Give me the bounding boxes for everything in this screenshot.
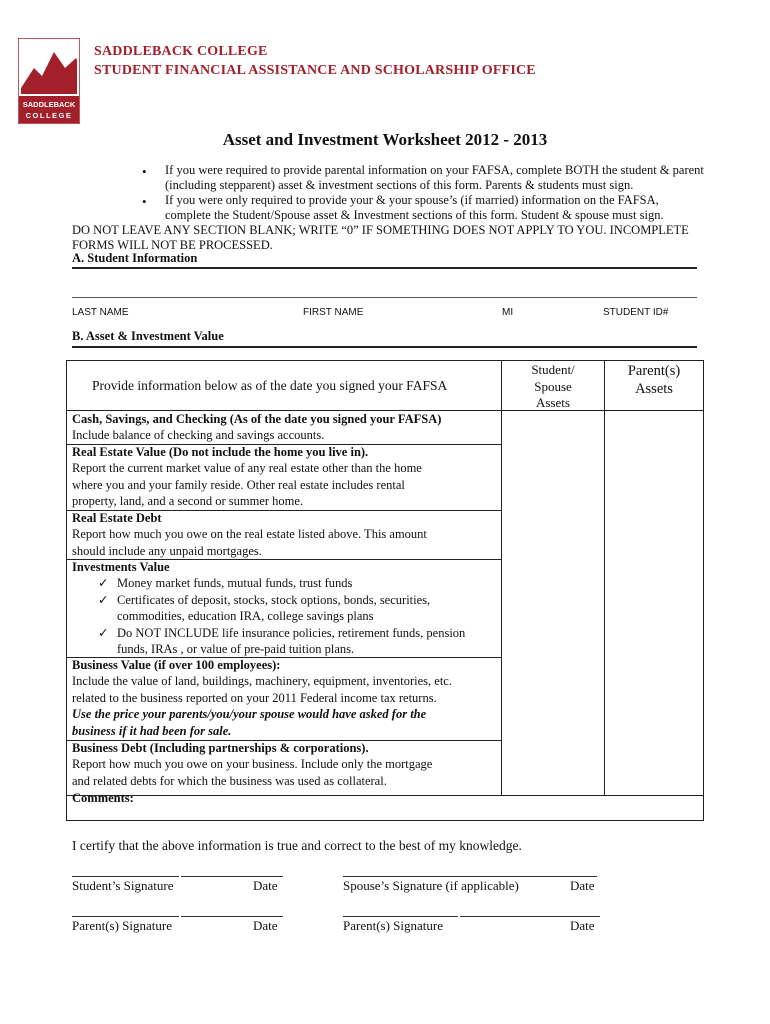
spouse-signature-line[interactable]: [343, 876, 597, 877]
certification-statement: I certify that the above information is true and correct to the best of my knowledge.: [72, 838, 522, 853]
last-name-label: LAST NAME: [72, 307, 129, 318]
mi-label: MI: [502, 307, 514, 318]
parent-date-label-1: Date: [253, 918, 278, 933]
section-a-heading: A. Student Information: [72, 251, 198, 265]
college-name: SADDLEBACK COLLEGE: [94, 44, 268, 59]
table-row-real-estate-value: Real Estate Value (Do not include the home you live in). Report the current market value of any real estate other than the home where you and your family reside. Other real estate includes rental property, land, and a second or summer home.: [72, 445, 422, 509]
instruction-bullet-1: If you were required to provide parental information on your FAFSA, complete BOTH the student & parent (including stepparent) asset & investment sections of this form. Parents & students must sign.: [165, 163, 704, 192]
parent-date-line-1[interactable]: [181, 916, 283, 917]
page-title: Asset and Investment Worksheet 2012 - 2013: [222, 130, 548, 149]
logo-text-line2: COLLEGE: [25, 111, 73, 120]
student-id-label: STUDENT ID#: [603, 307, 669, 318]
student-date-label: Date: [253, 878, 278, 893]
spouse-date-label: Date: [570, 878, 595, 893]
checkmark-icon: ✓: [98, 576, 109, 591]
logo-text-line1: SADDLEBACK: [22, 100, 76, 109]
list-item: ✓ Money market funds, mutual funds, trust funds: [98, 576, 353, 591]
section-a-rule: [72, 267, 697, 269]
checkmark-icon: ✓: [98, 592, 109, 607]
list-item: ✓ Certificates of deposit, stocks, stock options, bonds, securities, commodities, education IRA, college savings plans: [98, 592, 431, 624]
checkmark-icon: ✓: [98, 625, 109, 640]
student-signature-line[interactable]: [72, 876, 179, 877]
bullet-dot-icon: •: [142, 164, 147, 179]
parent-signature-label-2: Parent(s) Signature: [343, 918, 444, 933]
parent-date-line-2[interactable]: [460, 916, 600, 917]
parent-assets-header: Parent(s) Assets: [627, 363, 681, 397]
table-prompt-header: Provide information below as of the date you signed your FAFSA: [92, 378, 448, 393]
table-row-real-estate-debt: Real Estate Debt Report how much you owe on the real estate listed above. This amount should include any unpaid mortgages.: [72, 511, 427, 558]
instruction-bullet-2: If you were only required to provide your & your spouse’s (if married) information on the FAFSA, complete the Student/Spouse asset & Investment sections of this form. Student & spouse must sign.: [165, 193, 664, 222]
office-name: STUDENT FINANCIAL ASSISTANCE AND SCHOLARSHIP OFFICE: [94, 63, 536, 78]
parent-date-label-2: Date: [570, 918, 595, 933]
section-b-rule: [72, 346, 697, 348]
spouse-signature-label: Spouse’s Signature (if applicable): [343, 878, 519, 893]
blank-section-warning: DO NOT LEAVE ANY SECTION BLANK; WRITE “0” IF SOMETHING DOES NOT APPLY TO YOU. INCOMPLETE FORMS WILL NOT BE PROCESSED.: [72, 223, 689, 252]
section-b-heading: B. Asset & Investment Value: [72, 329, 224, 343]
table-row-cash-savings: Cash, Savings, and Checking (As of the date you signed your FAFSA) Include balance of checking and savings accounts.: [72, 412, 442, 443]
list-item: ✓ Do NOT INCLUDE life insurance policies, retirement funds, pension funds, IRAs , or value of pre-paid tuition plans.: [98, 625, 466, 657]
table-row-comments[interactable]: Comments:: [72, 791, 134, 805]
table-row-investments-value: Investments Value ✓ Money market funds, mutual funds, trust funds ✓ Certificates of deposit, stocks, stock options, bonds, securities, commodities, education IRA, college savings plans ✓ Do NOT INCLUDE life insurance policies, retirement funds, pension funds, IRAs , or value of pre-paid tuition plans.: [72, 559, 492, 657]
student-signature-label: Student’s Signature: [72, 878, 174, 893]
parent-signature-line-1[interactable]: [72, 916, 179, 917]
table-column-divider: [604, 360, 605, 795]
saddleback-college-logo: [18, 38, 80, 124]
parent-signature-label-1: Parent(s) Signature: [72, 918, 173, 933]
student-date-line[interactable]: [181, 876, 283, 877]
parent-signature-line-2[interactable]: [343, 916, 458, 917]
first-name-label: FIRST NAME: [303, 307, 364, 318]
student-spouse-assets-header: Student/ Spouse Assets: [531, 362, 575, 410]
bullet-dot-icon: •: [142, 194, 147, 209]
table-row-business-debt: Business Debt (Including partnerships & corporations). Report how much you owe on your business. Include only the mortgage and related debts for which the business was used as collateral.: [72, 741, 433, 788]
student-info-input-line[interactable]: [72, 297, 697, 298]
table-row-business-value: Business Value (if over 100 employees): Include the value of land, buildings, machinery, equipment, inventories, etc. related to the business reported on your 2011 Federal income tax returns. Use the price your parents/you/your spouse would have asked for the business if it had been for sale.: [72, 658, 452, 738]
